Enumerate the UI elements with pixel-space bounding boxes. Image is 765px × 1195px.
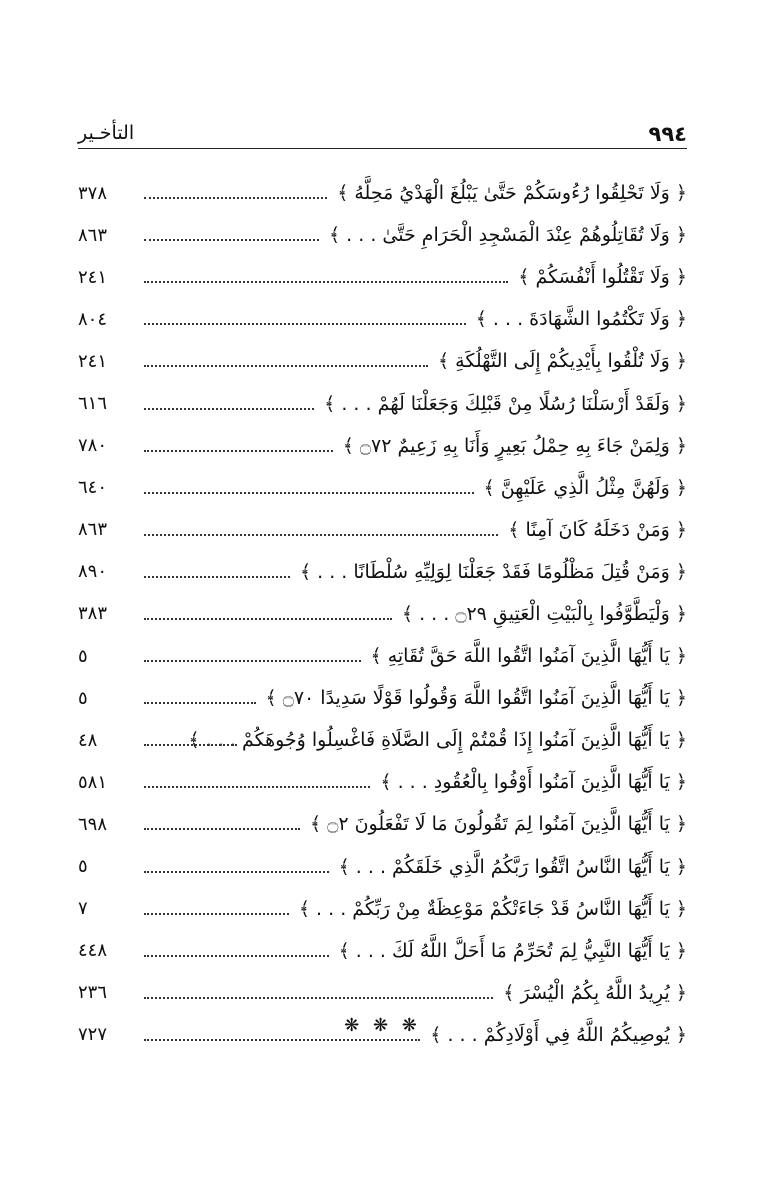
dot-leader [144, 450, 333, 452]
dot-leader [144, 534, 498, 536]
verse-text: ﴿ وَلَقَدْ أَرْسَلْنَا رُسُلًا مِنْ قَبْلِكَ وَجَعَلْنَا لَهُمْ . . . ﴾ [324, 392, 687, 415]
verse-text: ﴿ وَمَنْ دَخَلَهُ كَانَ آمِنًا ﴾ [508, 518, 687, 541]
page-reference: ٧٨٠ [78, 435, 108, 457]
dot-leader [144, 576, 290, 578]
index-entry [78, 677, 687, 719]
dot-leader [144, 660, 361, 662]
dot-leader [144, 365, 428, 367]
verse-text: ﴿ يَا أَيُّهَا النَّبِيُّ لِمَ تُحَرِّمُ مَا أَحَلَّ اللَّهُ لَكَ . . . ﴾ [338, 939, 687, 962]
index-entry [78, 214, 687, 256]
dot-leader [144, 702, 256, 704]
page-header [78, 120, 687, 149]
index-entry [78, 930, 687, 972]
page-reference: ٦٤٠ [78, 477, 108, 499]
dot-leader [144, 744, 237, 746]
dot-leader [144, 913, 289, 915]
index-entry [78, 635, 687, 677]
page-reference: ٢٣٦ [78, 982, 108, 1004]
dot-leader [144, 828, 300, 830]
verse-text: ﴿ يَا أَيُّهَا النَّاسُ اتَّقُوا رَبَّكُمُ الَّذِي خَلَقَكُمْ . . . ﴾ [338, 855, 687, 878]
page-reference: ٥ [78, 687, 88, 709]
index-entry [78, 888, 687, 930]
page-reference: ٥ [78, 856, 88, 878]
verse-text: ﴿ وَلْيَطَّوَّفُوا بِالْبَيْتِ الْعَتِيقِ ۝٢٩ . . . ﴾ [401, 602, 687, 625]
page-reference: ٣٧٨ [78, 182, 108, 204]
dot-leader [144, 1039, 420, 1041]
page-reference: ٨٦٣ [78, 224, 108, 246]
page-reference: ٨٦٣ [78, 519, 108, 541]
verse-text: ﴿ وَلَهُنَّ مِثْلُ الَّذِي عَلَيْهِنَّ ﴾ [483, 476, 687, 499]
verse-text: ﴿ يَا أَيُّهَا الَّذِينَ آمَنُوا إِذَا قُمْتُمْ إِلَى الصَّلَاةِ فَاغْسِلُوا وُجُوهَكُمْ . . . ﴾ [188, 729, 687, 752]
verse-text: ﴿ وَلَا تَحْلِقُوا رُءُوسَكُمْ حَتَّىٰ يَبْلُغَ الْهَدْيُ مَحِلَّهُ ﴾ [337, 182, 687, 205]
page-reference: ٥٨١ [78, 771, 108, 793]
index-entry [78, 719, 687, 761]
page-reference: ٥ [78, 645, 88, 667]
page-reference: ٤٤٨ [78, 940, 108, 962]
section-end-ornament: ❋ ❋ ❋ [344, 1015, 421, 1036]
page-reference: ٢٤١ [78, 350, 108, 372]
index-entry [78, 382, 687, 424]
dot-leader [144, 786, 370, 788]
index-entry [78, 509, 687, 551]
index-entry [78, 425, 687, 467]
index-entry [78, 803, 687, 845]
verse-text: ﴿ وَمَنْ قُتِلَ مَظْلُومًا فَقَدْ جَعَلْنَا لِوَلِيِّهِ سُلْطَانًا . . . ﴾ [299, 560, 687, 583]
dot-leader [144, 997, 493, 999]
index-entry [78, 467, 687, 509]
verse-text: ﴿ وَلَا تُقَاتِلُوهُمْ عِنْدَ الْمَسْجِدِ الْحَرَامِ حَتَّىٰ . . . ﴾ [329, 224, 687, 247]
index-entry [78, 298, 687, 340]
dot-leader [144, 955, 329, 957]
index-entry [78, 972, 687, 1014]
verse-text: ﴿ يَا أَيُّهَا الَّذِينَ آمَنُوا اتَّقُوا اللَّهَ حَقَّ تُقَاتِهِ ﴾ [370, 645, 687, 668]
page-reference: ٨٩٠ [78, 561, 108, 583]
dot-leader [144, 281, 508, 283]
index-entry [78, 846, 687, 888]
running-title: التأخـير [78, 122, 135, 144]
index-entry [78, 551, 687, 593]
verse-text: ﴿ يُوصِيكُمُ اللَّهُ فِي أَوْلَادِكُمْ . . . ﴾ [430, 1023, 687, 1046]
verse-index-list [78, 172, 687, 1056]
verse-text: ﴿ وَلَا تَقْتُلُوا أَنْفُسَكُمْ ﴾ [518, 266, 687, 289]
dot-leader [144, 492, 474, 494]
page-reference: ٣٨٣ [78, 603, 108, 625]
page-number: ٩٩٤ [648, 122, 687, 146]
index-entry [78, 593, 687, 635]
page-reference: ٦٩٨ [78, 813, 108, 835]
index-entry [78, 761, 687, 803]
verse-text: ﴿ يَا أَيُّهَا الَّذِينَ آمَنُوا لِمَ تَقُولُونَ مَا لَا تَفْعَلُونَ ۝٢ ﴾ [310, 813, 687, 836]
dot-leader [144, 618, 392, 620]
page-reference: ٦١٦ [78, 393, 108, 415]
page-reference: ٢٤١ [78, 266, 108, 288]
verse-text: ﴿ وَلَا تُلْقُوا بِأَيْدِيكُمْ إِلَى التَّهْلُكَةِ ﴾ [438, 350, 687, 373]
verse-text: ﴿ يَا أَيُّهَا الَّذِينَ آمَنُوا أَوْفُوا بِالْعُقُودِ . . . ﴾ [380, 771, 687, 794]
dot-leader [144, 323, 466, 325]
index-entry [78, 256, 687, 298]
verse-text: ﴿ يَا أَيُّهَا النَّاسُ قَدْ جَاءَتْكُمْ مَوْعِظَةٌ مِنْ رَبِّكُمْ . . . ﴾ [298, 897, 687, 920]
verse-text: ﴿ يَا أَيُّهَا الَّذِينَ آمَنُوا اتَّقُوا اللَّهَ وَقُولُوا قَوْلًا سَدِيدًا ۝٧٠ ﴾ [265, 687, 687, 710]
page-reference: ٤٨ [78, 729, 98, 751]
page-reference: ٧ [78, 898, 88, 920]
dot-leader [144, 871, 329, 873]
verse-text: ﴿ وَلِمَنْ جَاءَ بِهِ حِمْلُ بَعِيرٍ وَأَنَا بِهِ زَعِيمٌ ۝٧٢ ﴾ [342, 434, 687, 457]
dot-leader [144, 239, 319, 241]
page-reference: ٨٠٤ [78, 308, 108, 330]
verse-text: ﴿ وَلَا تَكْتُمُوا الشَّهَادَةَ . . . ﴾ [475, 308, 687, 331]
verse-text: ﴿ يُرِيدُ اللَّهُ بِكُمُ الْيُسْرَ ﴾ [503, 981, 687, 1004]
dot-leader [144, 408, 314, 410]
index-entry [78, 340, 687, 382]
index-entry [78, 172, 687, 214]
dot-leader [144, 197, 327, 199]
page-reference: ٧٢٧ [78, 1024, 108, 1046]
